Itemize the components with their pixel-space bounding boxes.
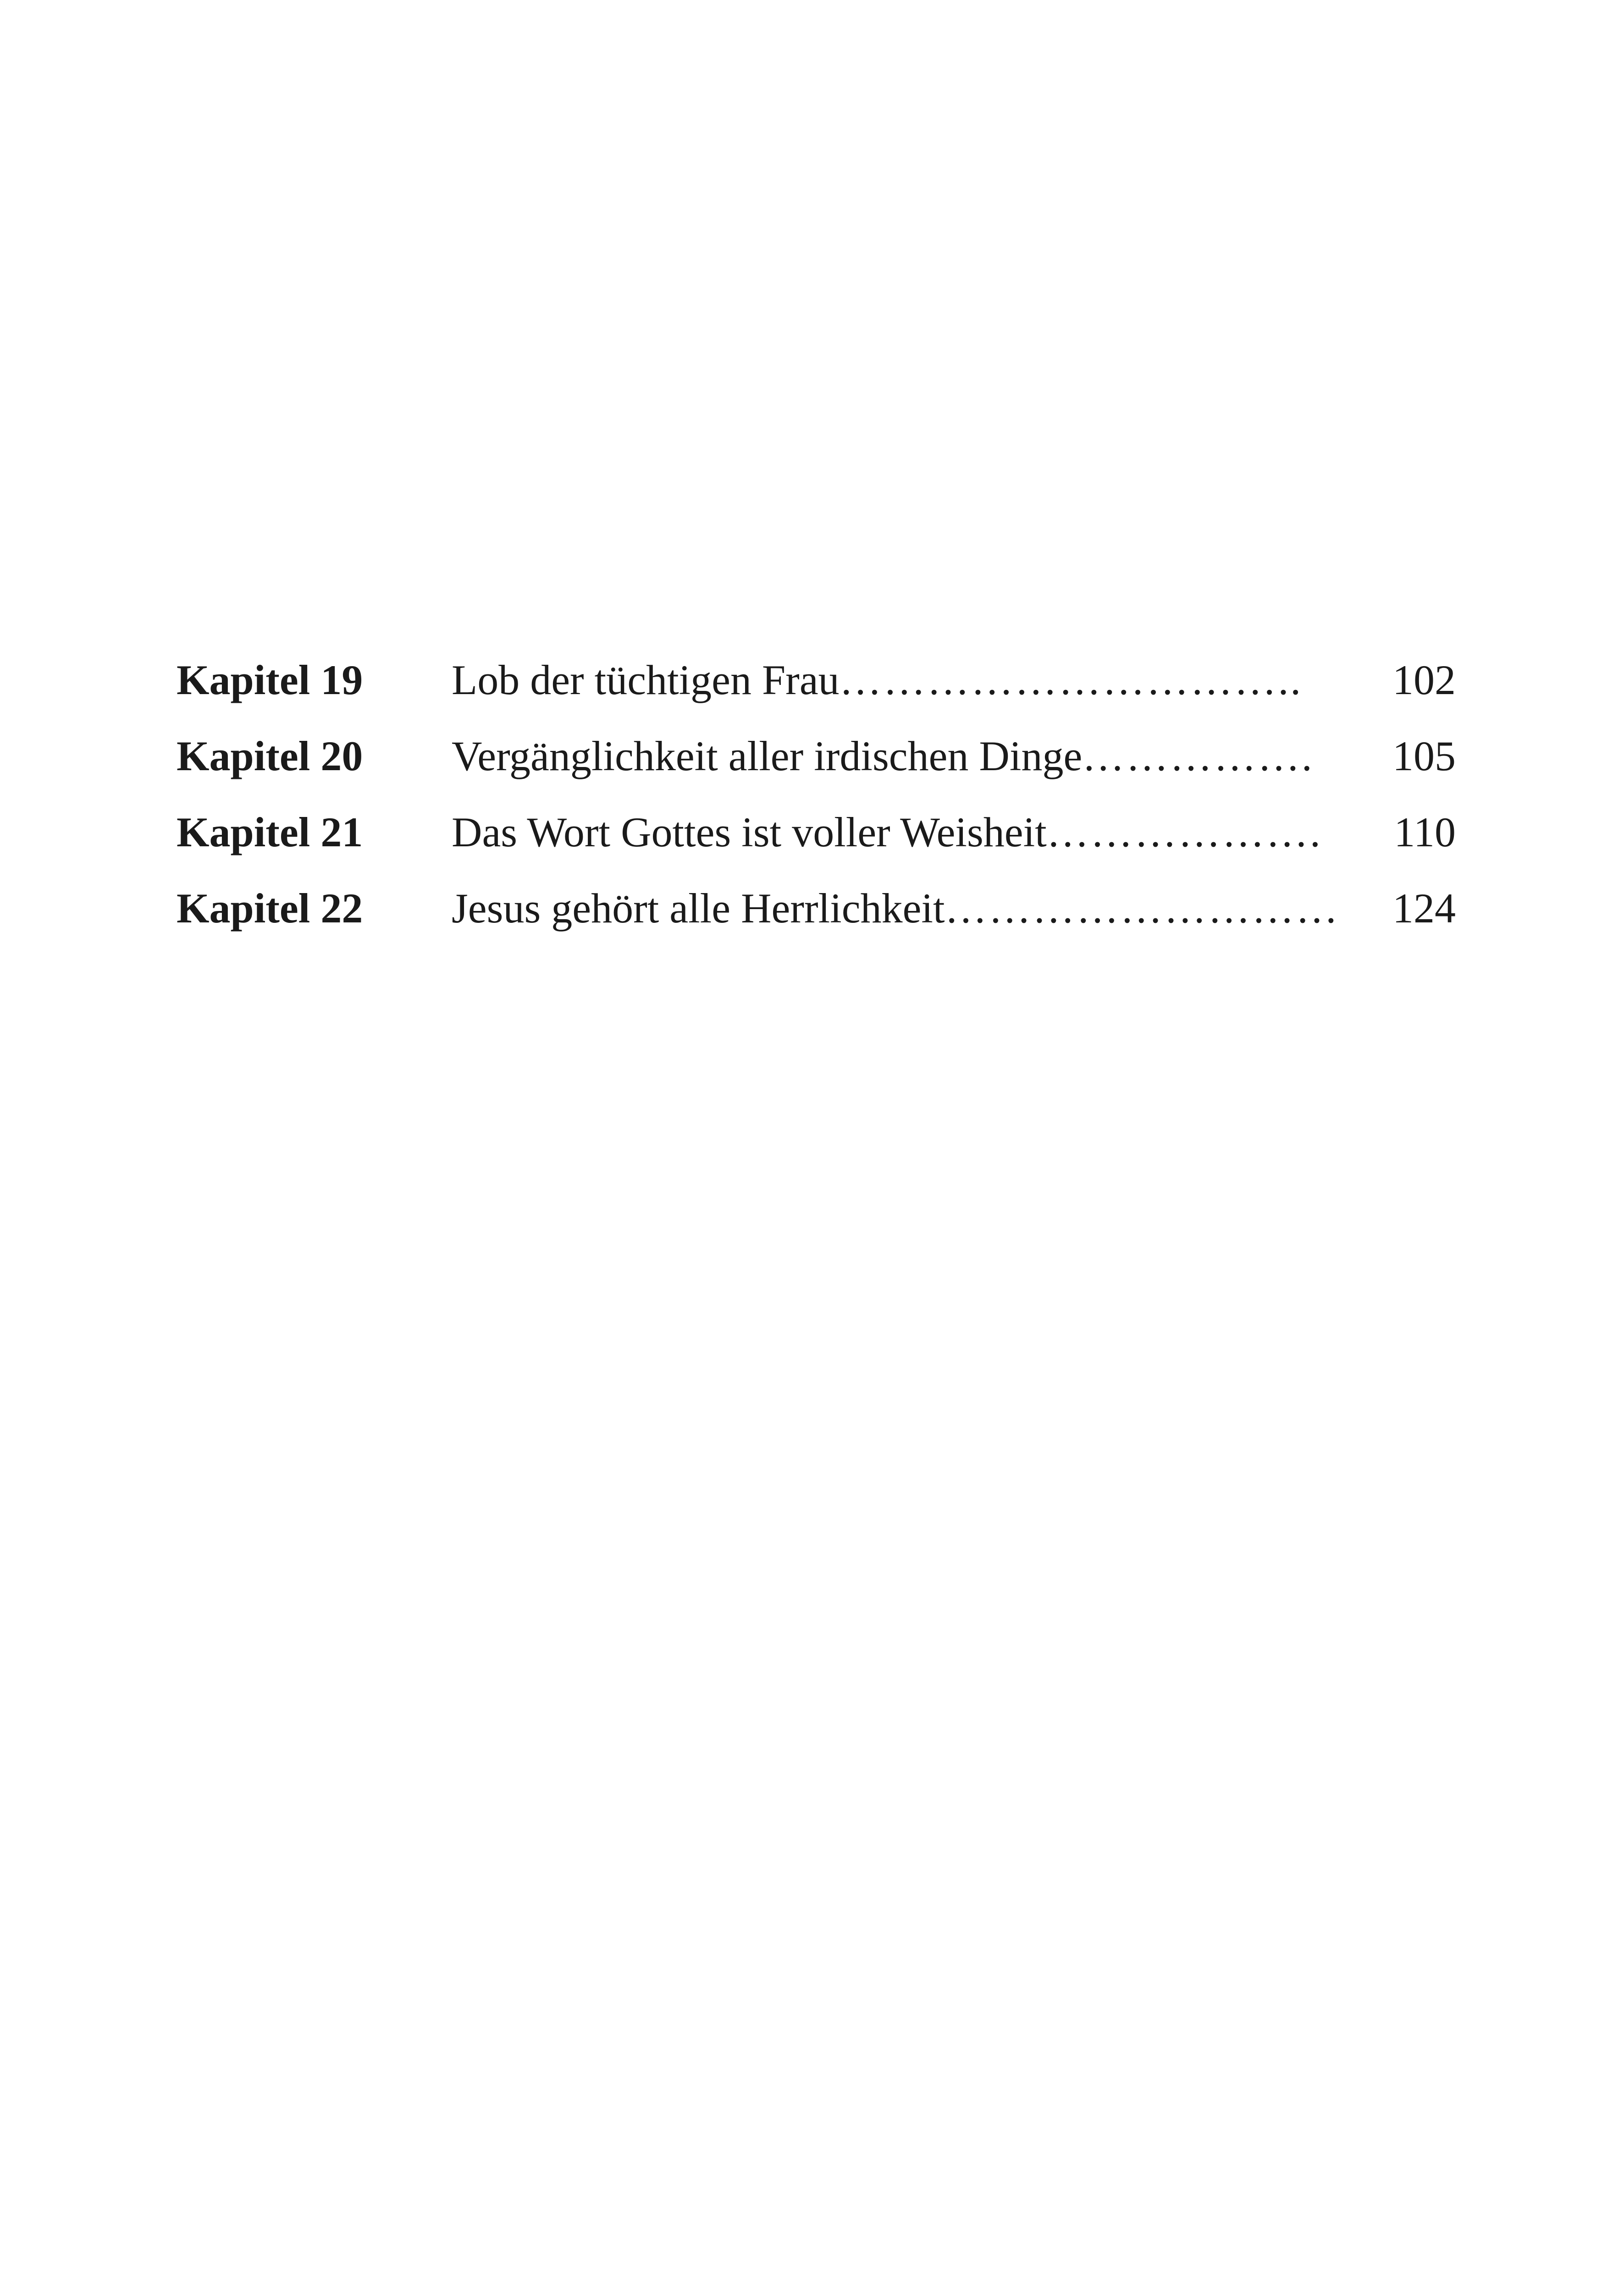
toc-entry[interactable] <box>177 718 1456 794</box>
chapter-title: Das Wort Gottes ist voller Weisheit <box>452 809 1047 855</box>
toc-entry[interactable] <box>177 794 1456 870</box>
chapter-label: Kapitel 21 <box>177 809 363 855</box>
chapter-label: Kapitel 19 <box>177 657 363 703</box>
page-number: 124 <box>1392 885 1456 932</box>
dot-leader: ………………. <box>1046 809 1322 855</box>
toc-entry[interactable] <box>177 642 1456 718</box>
chapter-title: Lob der tüchtigen Frau <box>452 657 840 703</box>
chapter-label: Kapitel 22 <box>177 885 363 932</box>
table-of-contents <box>177 642 1456 946</box>
chapter-title: Jesus gehört alle Herrlichkeit <box>452 885 945 932</box>
dot-leader: ……………. <box>1082 733 1314 779</box>
page-number: 102 <box>1392 657 1456 703</box>
dot-leader: ………………………….. <box>839 657 1303 703</box>
page-number: 105 <box>1392 733 1456 779</box>
chapter-title: Vergänglichkeit aller irdischen Dinge <box>452 733 1083 779</box>
page-number: 110 <box>1394 809 1456 855</box>
chapter-label: Kapitel 20 <box>177 733 363 779</box>
dot-leader: ……………………… <box>945 885 1340 932</box>
toc-entry[interactable] <box>177 870 1456 946</box>
